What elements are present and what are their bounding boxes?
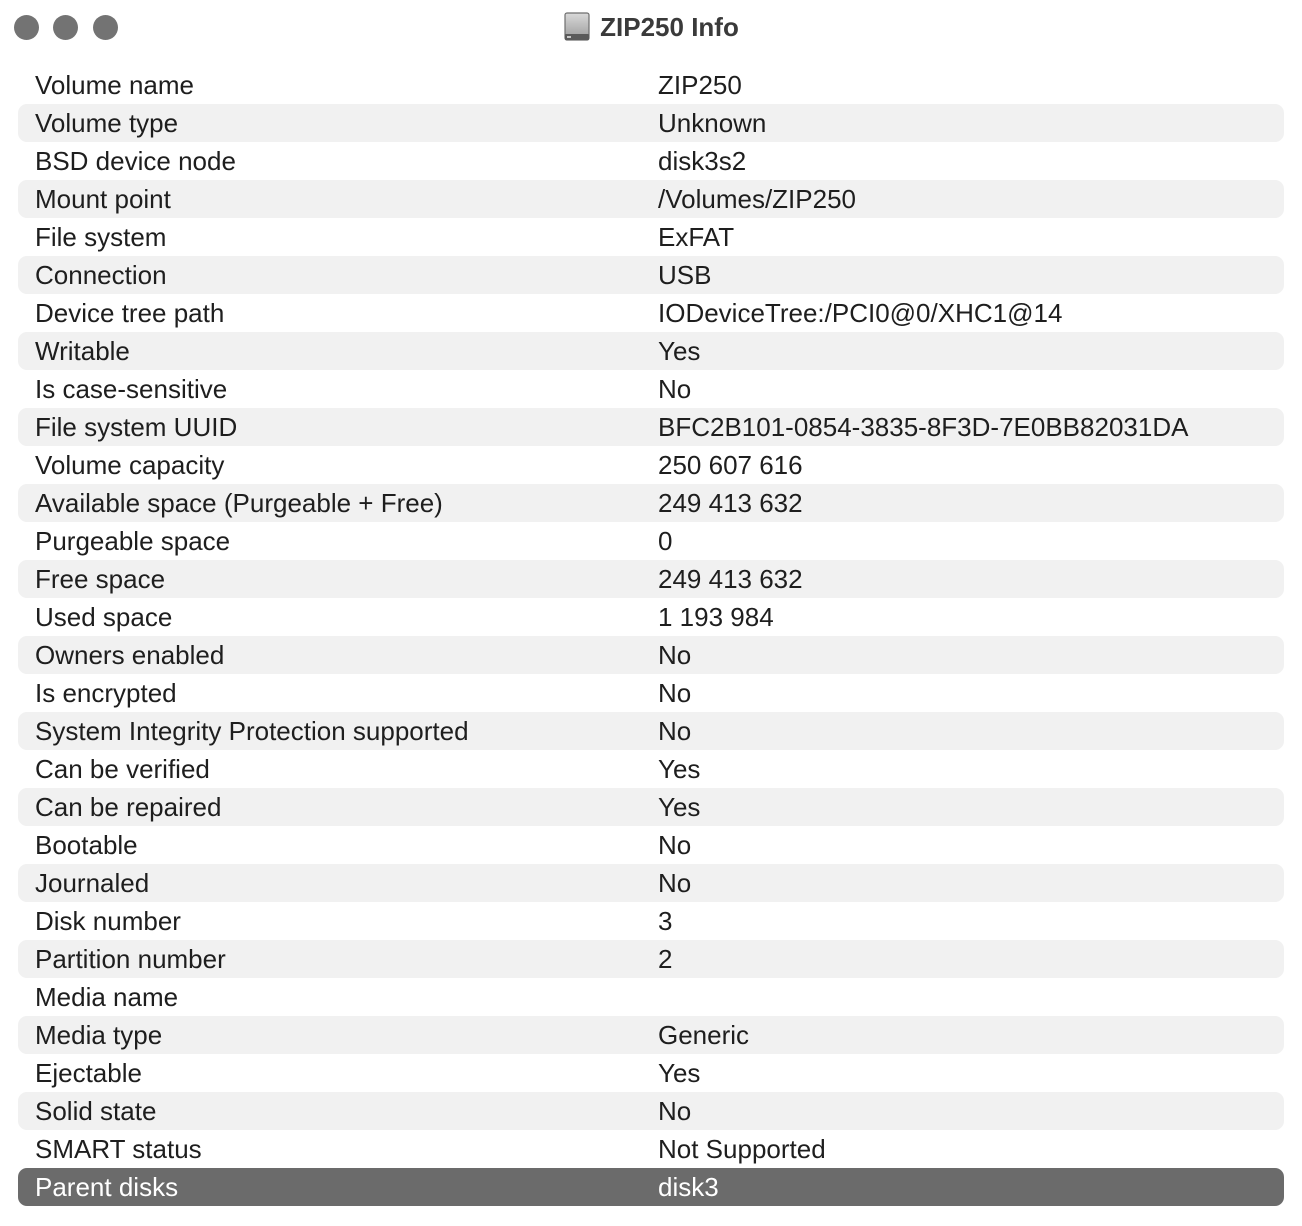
table-row[interactable] [18, 66, 1284, 104]
table-row[interactable] [18, 1016, 1284, 1054]
table-row[interactable] [18, 104, 1284, 142]
row-key: Journaled [35, 868, 150, 898]
row-value: ZIP250 [658, 70, 742, 100]
window-title-container [0, 10, 1302, 50]
row-value: 1 193 984 [658, 602, 774, 632]
row-value: No [658, 1096, 692, 1126]
row-key: System Integrity Protection supported [35, 716, 469, 746]
row-key: Is encrypted [35, 678, 177, 708]
row-key: Used space [35, 602, 173, 632]
table-row[interactable] [18, 788, 1284, 826]
row-key: Volume capacity [35, 450, 225, 480]
row-key: Device tree path [35, 298, 225, 328]
row-value: No [658, 868, 692, 898]
row-key: Is case-sensitive [35, 374, 228, 404]
table-row[interactable] [18, 978, 1284, 1016]
row-value: Not Supported [658, 1134, 826, 1164]
table-row[interactable] [18, 1130, 1284, 1168]
row-value: Yes [658, 1058, 701, 1088]
row-value: /Volumes/ZIP250 [658, 184, 856, 214]
row-value: 2 [658, 944, 673, 974]
info-table [18, 66, 1284, 1206]
row-key: Available space (Purgeable + Free) [35, 488, 443, 518]
row-value: USB [658, 260, 712, 290]
table-row[interactable] [18, 446, 1284, 484]
row-key: Can be repaired [35, 792, 222, 822]
row-value: 249 413 632 [658, 488, 803, 518]
table-row[interactable] [18, 1092, 1284, 1130]
table-row[interactable] [18, 636, 1284, 674]
row-value: Yes [658, 336, 701, 366]
row-key: Bootable [35, 830, 138, 860]
row-key: Media name [35, 982, 179, 1012]
title-bar [0, 0, 1302, 58]
row-key: File system [35, 222, 167, 252]
row-value: Yes [658, 754, 701, 784]
row-key: Partition number [35, 944, 226, 974]
table-row[interactable] [18, 142, 1284, 180]
row-key: Mount point [35, 184, 171, 214]
row-value: disk3 [658, 1172, 719, 1202]
row-value: 250 607 616 [658, 450, 803, 480]
row-key: Writable [35, 336, 130, 366]
row-value: Generic [658, 1020, 750, 1050]
row-key: File system UUID [35, 412, 238, 442]
table-row[interactable] [18, 294, 1284, 332]
table-row[interactable] [18, 1054, 1284, 1092]
row-key: Ejectable [35, 1058, 142, 1088]
row-key: Owners enabled [35, 640, 225, 670]
row-key: Connection [35, 260, 167, 290]
table-row[interactable] [18, 864, 1284, 902]
table-row[interactable] [18, 902, 1284, 940]
table-row[interactable] [18, 484, 1284, 522]
row-value: Unknown [658, 108, 767, 138]
row-key: Volume type [35, 108, 179, 138]
row-key: SMART status [35, 1134, 202, 1164]
row-value: No [658, 374, 692, 404]
external-disk-icon [563, 12, 591, 42]
row-value: No [658, 716, 692, 746]
table-row[interactable] [18, 408, 1284, 446]
row-value: No [658, 678, 692, 708]
table-row[interactable] [18, 1168, 1284, 1206]
row-value: 0 [658, 526, 673, 556]
row-key: Media type [35, 1020, 163, 1050]
row-value: 3 [658, 906, 673, 936]
table-row[interactable] [18, 712, 1284, 750]
row-value: ExFAT [658, 222, 735, 252]
row-value: IODeviceTree:/PCI0@0/XHC1@14 [658, 298, 1063, 328]
row-key: Can be verified [35, 754, 210, 784]
row-value: disk3s2 [658, 146, 747, 176]
table-row[interactable] [18, 370, 1284, 408]
row-key: Parent disks [35, 1172, 179, 1202]
row-key: BSD device node [35, 146, 236, 176]
row-key: Disk number [35, 906, 181, 936]
table-row[interactable] [18, 940, 1284, 978]
row-value: No [658, 830, 692, 860]
row-key: Purgeable space [35, 526, 231, 556]
table-row[interactable] [18, 598, 1284, 636]
row-value: Yes [658, 792, 701, 822]
table-row[interactable] [18, 218, 1284, 256]
row-key: Solid state [35, 1096, 157, 1126]
table-row[interactable] [18, 180, 1284, 218]
table-row[interactable] [18, 826, 1284, 864]
table-row[interactable] [18, 750, 1284, 788]
row-value: No [658, 640, 692, 670]
row-key: Free space [35, 564, 166, 594]
table-row[interactable] [18, 560, 1284, 598]
table-row[interactable] [18, 522, 1284, 560]
row-value: BFC2B101-0854-3835-8F3D-7E0BB82031DA [658, 412, 1189, 442]
row-value: 249 413 632 [658, 564, 803, 594]
row-key: Volume name [35, 70, 194, 100]
table-row[interactable] [18, 256, 1284, 294]
window-title: ZIP250 Info [600, 12, 739, 42]
table-row[interactable] [18, 332, 1284, 370]
table-row[interactable] [18, 674, 1284, 712]
